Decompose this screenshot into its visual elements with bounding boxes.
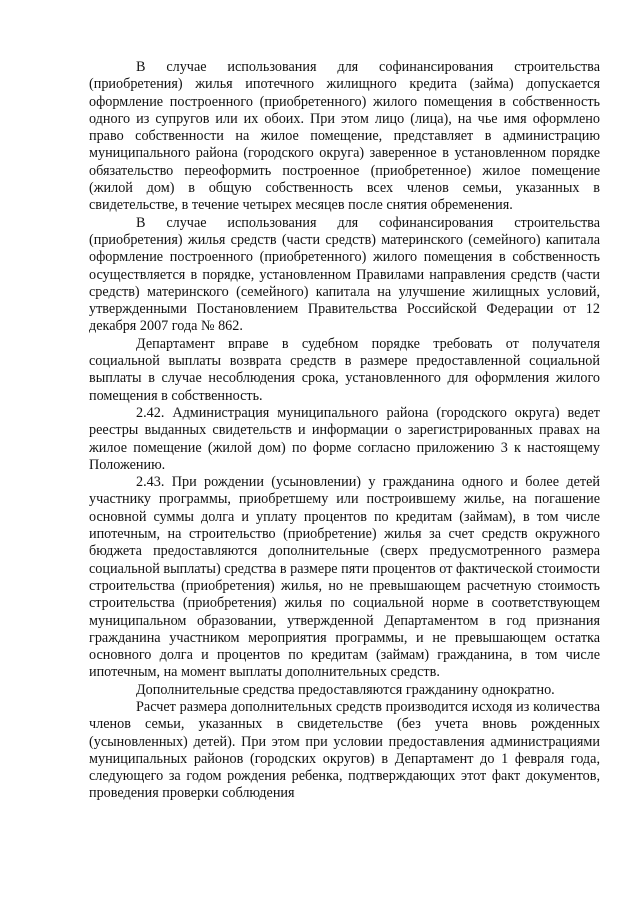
paragraph-2-43-child-birth: 2.43. При рождении (усыновлении) у гражданина одного и более детей участнику программы, приобретшему или построившему жилье, на погашение основной суммы долга и уплату процентов по кредитам (займам), в том числе ипотечным, на строительство (приобретение) жилья за счет средств окружного бюджета предоставляются дополнительные (сверх предусмотренного размера социальной выплаты) средства в размере пяти процентов от фактической стоимости строительства (приобретения) жилья, но не превышающем расчетную стоимость строительства (приобретения) жилья по социальной норме в соответствующем муниципальном образовании, утвержденной Департаментом в год признания гражданина участником мероприятия программы, и не превышающем остатка основного долга и процентов по кредитам (займам) гражданина, в том числе ипотечным, на момент выплаты дополнительных средств. <box>89 474 600 681</box>
paragraph-maternity-capital: В случае использования для софинансирования строительства (приобретения) жилья средств (части средств) материнского (семейного) капитала оформление построенного (приобретенного) жилого помещения в собственность осуществляется в порядке, установленном Правилами направления средств (части средств) материнского (семейного) капитала на улучшение жилищных условий, утвержденными Постановлением Правительства Российской Федерации от 12 декабря 2007 года № 862. <box>89 214 600 335</box>
paragraph-calculation: Расчет размера дополнительных средств производится исходя из количества членов семьи, указанных в свидетельстве (без учета вновь рожденных (усыновленных) детей). При этом при условии предоставления администрациями муниципальных районов (городских округов) в Департамент до 1 февраля года, следующего за годом рождения ребенка, подтверждающих этот факт документов, проведения проверки соблюдения <box>89 698 600 802</box>
paragraph-department-refund: Департамент вправе в судебном порядке требовать от получателя социальной выплаты возврата средств в размере предоставленной социальной выплаты в случае несоблюдения срока, установленного для оформления жилого помещения в собственность. <box>89 335 600 404</box>
document-page <box>89 59 600 803</box>
paragraph-one-time-payment: Дополнительные средства предоставляются гражданину однократно. <box>136 681 555 698</box>
paragraph-mortgage-ownership: В случае использования для софинансирования строительства (приобретения) жилья ипотечного жилищного кредита (займа) допускается оформление построенного (приобретенного) жилого помещения в собственность одного из супругов или их обоих. При этом лицо (лица), на чье имя оформлено право собственности на жилое помещение, представляет в администрацию муниципального района (городского округа) заверенное в установленном порядке обязательство переоформить построенное (приобретенное) жилое помещение (жилой дом) в общую собственность всех членов семьи, указанных в свидетельстве, в течение четырех месяцев после снятия обременения. <box>89 59 600 214</box>
paragraph-2-42-registry: 2.42. Администрация муниципального района (городского округа) ведет реестры выданных свидетельств и информации о зарегистрированных правах на жилое помещение (жилой дом) по форме согласно приложению 3 к настоящему Положению. <box>89 404 600 473</box>
